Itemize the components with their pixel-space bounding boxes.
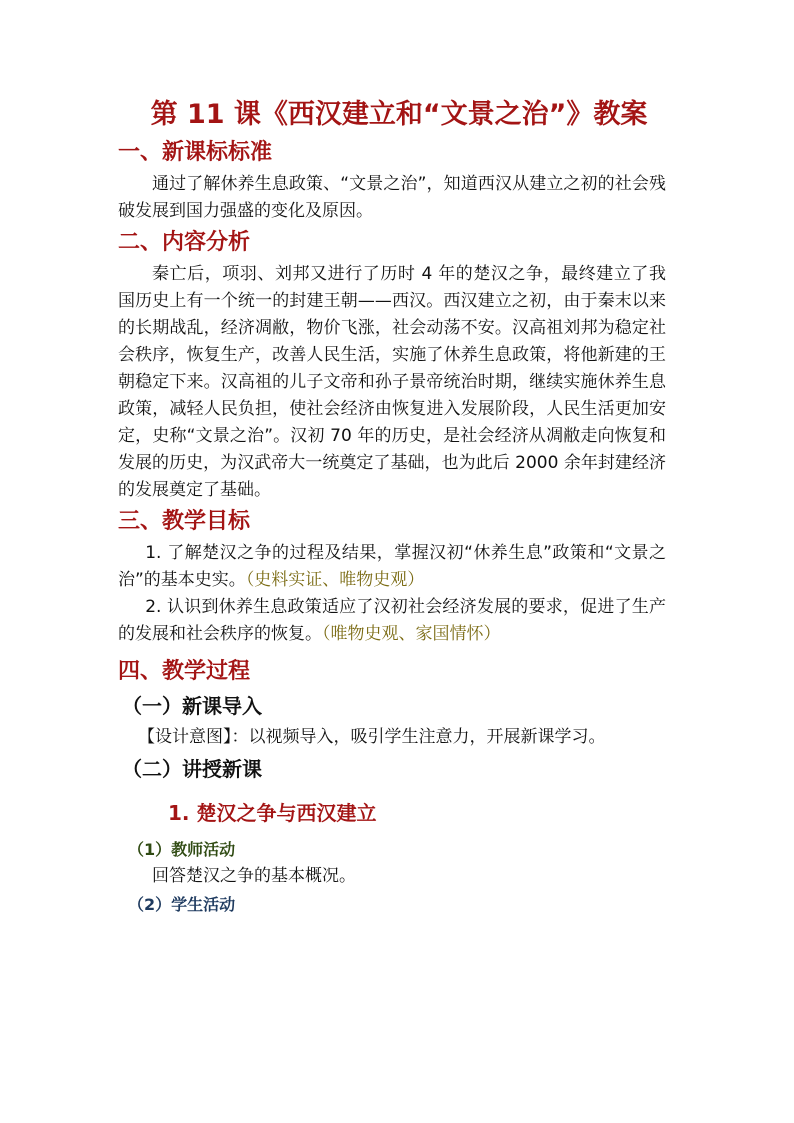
goal-2-text: 2. 认识到休养生息政策适应了汉初社会经济发展的要求，促进了生产的发展和社会秩序的恢复。 xyxy=(118,597,666,644)
goal-1 xyxy=(118,540,666,594)
teacher-activity-heading: （1）教师活动 xyxy=(128,840,236,859)
section-body-analysis: 秦亡后，项羽、刘邦又进行了历时 4 年的楚汉之争，最终建立了我国历史上有一个统一的封建王朝——西汉。西汉建立之初，由于秦末以来的长期战乱，经济凋敝，物价飞涨，社会动荡不安。汉高祖刘邦为稳定社会秩序，恢复生产，改善人民生活，实施了休养生息政策，将他新建的王朝稳定下来。汉高祖的儿子文帝和孙子景帝统治时期，继续实施休养生息政策，减轻人民负担，使社会经济由恢复进入发展阶段，人民生活更加安定，史称“文景之治”。汉初 70 年的历史，是社会经济从凋敝走向恢复和发展的历史，为汉武帝大一统奠定了基础，也为此后 2000 余年封建经济的发展奠定了基础。 xyxy=(118,264,666,500)
goal-1-text: 1. 了解楚汉之争的过程及结果，掌握汉初“休养生息”政策和“文景之治”的基本史实。 xyxy=(118,543,666,590)
design-intent: 【设计意图】：以视频导入，吸引学生注意力，开展新课学习。 xyxy=(138,727,606,747)
subsection-heading-intro: （一）新课导入 xyxy=(122,694,262,718)
section-heading-process: 四、教学过程 xyxy=(118,659,251,684)
goal-2-note: （唯物史观、家国情怀） xyxy=(322,624,501,644)
section-heading-analysis: 二、内容分析 xyxy=(118,230,251,255)
section-body-standard: 通过了解休养生息政策、“文景之治”，知道西汉从建立之初的社会残破发展到国力强盛的变化及原因。 xyxy=(118,174,666,221)
goal-1-note: （史料实证、唯物史观） xyxy=(245,570,425,590)
section-heading-goals: 三、教学目标 xyxy=(118,509,251,534)
topic-heading-chu-han: 1. 楚汉之争与西汉建立 xyxy=(168,801,377,825)
teacher-activity-text: 回答楚汉之争的基本概况。 xyxy=(152,866,356,886)
subsection-heading-lecture: （二）讲授新课 xyxy=(122,757,262,781)
student-activity-heading: （2）学生活动 xyxy=(128,895,236,914)
goal-2 xyxy=(118,594,666,648)
document-title: 第 11 课《西汉建立和“文景之治”》教案 xyxy=(150,99,648,130)
section-heading-standard: 一、新课标标准 xyxy=(118,140,273,165)
